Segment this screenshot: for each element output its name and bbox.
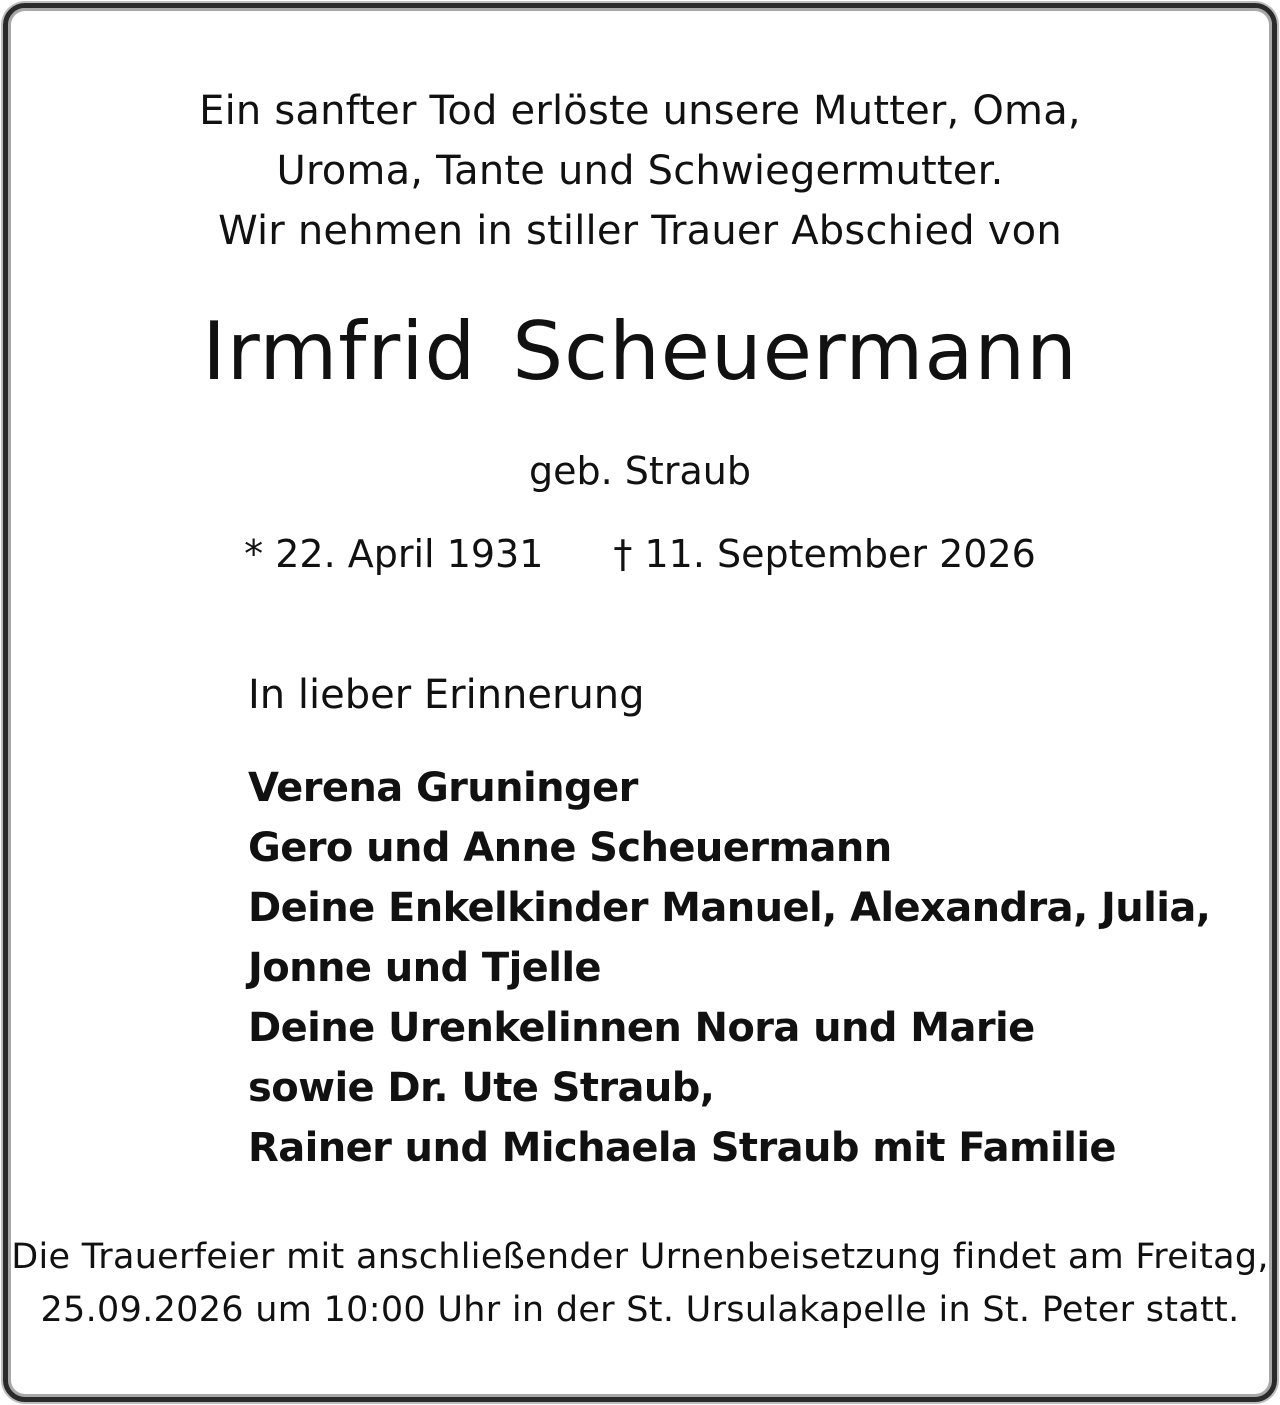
ceremony-line-2: 25.09.2026 um 10:00 Uhr in der St. Ursulakapelle in St. Peter statt. xyxy=(40,1290,1240,1330)
mourner-line: Rainer und Michaela Straub mit Familie xyxy=(248,1125,1116,1171)
intro-line-2: Uroma, Tante und Schwiegermutter. xyxy=(276,148,1004,194)
deceased-name xyxy=(0,305,1280,398)
maiden-name: geb. Straub xyxy=(529,449,751,493)
mourner-line: Jonne und Tjelle xyxy=(248,945,601,991)
mourner-line: sowie Dr. Ute Straub, xyxy=(248,1065,715,1111)
mourner-line: Verena Gruninger xyxy=(248,765,638,811)
intro-line-1: Ein sanfter Tod erlöste unsere Mutter, Oma, xyxy=(199,88,1081,134)
memory-label: In lieber Erinnerung xyxy=(248,672,645,718)
ceremony-line-1: Die Trauerfeier mit anschließender Urnenbeisetzung findet am Freitag, xyxy=(11,1237,1269,1277)
birth-date: * 22. April 1931 xyxy=(244,532,544,576)
mourners-list xyxy=(248,758,1210,1178)
life-dates xyxy=(0,532,1280,576)
mourner-line: Deine Urenkelinnen Nora und Marie xyxy=(248,1005,1035,1051)
death-date: † 11. September 2026 xyxy=(613,532,1036,576)
mourner-line: Gero und Anne Scheuermann xyxy=(248,825,892,871)
deceased-first-name: Irmfrid xyxy=(202,305,477,398)
intro-line-3: Wir nehmen in stiller Trauer Abschied von xyxy=(218,208,1062,254)
deceased-last-name: Scheuermann xyxy=(512,305,1078,398)
mourner-line: Deine Enkelkinder Manuel, Alexandra, Julia, xyxy=(248,885,1211,931)
